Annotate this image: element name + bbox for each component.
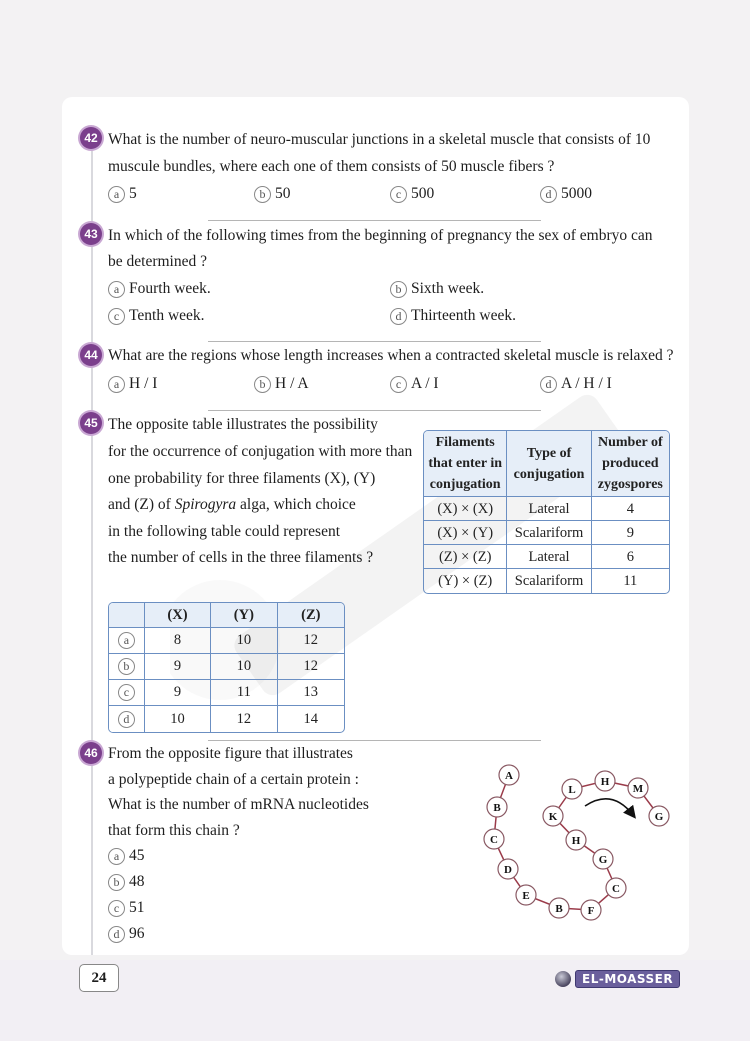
question-text-line: for the occurrence of conjugation with more than [108,443,413,460]
option-letter: a [108,376,125,393]
question-text-line: In which of the following times from the beginning of pregnancy the sex of embryo can [108,227,653,244]
table-row[interactable] [109,706,344,732]
svg-text:E: E [522,890,530,902]
option-letter: a [118,632,135,649]
option-a[interactable] [108,374,157,394]
option-d[interactable] [109,706,145,732]
table-row [424,497,669,521]
option-b[interactable] [109,654,145,680]
amino-acid-bead [498,859,518,879]
question-text-line: a polypeptide chain of a certain protein : [108,771,359,788]
table-cell: 12 [278,628,344,654]
table-cell: 9 [145,654,211,680]
column-header: Filaments that enter in conjugation [424,431,507,497]
svg-text:G: G [654,811,664,823]
option-letter: c [390,376,407,393]
amino-acid-bead [484,829,504,849]
question-text-line: What is the number of neuro-muscular junctions in a skeletal muscle that consists of 10 [108,131,651,148]
option-letter: b [254,186,271,203]
margin-rule [91,150,93,955]
option-text: 5000 [561,185,592,202]
amino-acid-bead [566,830,586,850]
table-cell: Scalariform [507,569,591,593]
option-text: Fourth week. [129,280,211,297]
option-letter: c [118,684,135,701]
option-b[interactable] [254,184,291,204]
amino-acid-bead [499,765,519,785]
option-letter: a [108,848,125,865]
amino-acid-bead [562,779,582,799]
option-text: A / I [411,375,439,392]
option-text: 50 [275,185,291,202]
question-text-line: the number of cells in the three filaments ? [108,549,374,566]
amino-acid-bead [581,900,601,920]
option-letter: a [108,186,125,203]
table-header-row [109,603,344,628]
globe-icon [555,971,571,987]
direction-arrow-icon [585,799,633,815]
table-cell: Scalariform [507,521,591,545]
question-text-line: one probability for three filaments (X), (Y) [108,470,376,487]
conjugation-table [423,430,670,594]
option-text: 5 [129,185,137,202]
question-separator [208,220,541,221]
table-cell: 12 [211,706,277,732]
table-cell: (X) × (Y) [424,521,507,545]
amino-acid-bead [606,878,626,898]
column-header [109,603,145,628]
svg-text:H: H [571,835,581,847]
table-row [424,521,669,545]
option-a[interactable] [108,846,145,866]
question-text-line: From the opposite figure that illustrates [108,745,353,762]
svg-text:G: G [598,854,608,866]
option-b[interactable] [254,374,309,394]
text-span: and (Z) of [108,496,175,513]
option-c[interactable] [108,306,205,326]
table-cell: 8 [145,628,211,654]
option-letter: b [390,281,407,298]
option-letter: d [390,308,407,325]
option-letter: b [118,658,135,675]
option-text: Sixth week. [411,280,485,297]
italic-species-name: Spirogyra [174,496,237,513]
svg-text:K: K [548,811,558,823]
table-cell: 6 [592,545,669,569]
question-text-line: in the following table could represent [108,523,341,540]
question-text-line: The opposite table illustrates the possibility [108,416,378,433]
question-number-badge: 46 [80,742,102,764]
option-a[interactable] [108,279,211,299]
question-text-line: What is the number of mRNA nucleotides [108,796,369,813]
question-number-badge: 44 [80,344,102,366]
option-c[interactable] [109,680,145,706]
option-d[interactable] [108,924,145,944]
table-cell: 10 [211,628,277,654]
question-text-line: muscule bundles, where each one of them consists of 50 muscle fibers ? [108,158,555,175]
table-cell: (X) × (X) [424,497,507,521]
page-number: 24 [79,964,119,992]
option-c[interactable] [390,184,434,204]
option-d[interactable] [540,374,612,394]
option-d[interactable] [540,184,592,204]
amino-acid-bead [516,885,536,905]
text-span: alga, which choice [236,496,356,513]
option-letter: b [254,376,271,393]
option-letter: d [108,926,125,943]
option-c[interactable] [108,898,145,918]
amino-acid-bead [487,797,507,817]
option-text: Thirteenth week. [411,307,517,324]
option-text: H / I [129,375,158,392]
amino-acid-bead [595,771,615,791]
svg-text:A: A [505,770,513,782]
question-number-badge: 43 [80,223,102,245]
table-row[interactable] [109,654,344,680]
question-text-line: be determined ? [108,253,207,270]
brand-name: EL-MOASSER [575,970,680,988]
option-b[interactable] [390,279,484,299]
option-b[interactable] [108,872,145,892]
svg-text:F: F [587,905,595,917]
table-cell: 10 [145,706,211,732]
svg-text:M: M [632,783,644,795]
table-cell: Lateral [507,545,591,569]
svg-text:B: B [555,903,563,915]
table-cell: 11 [211,680,277,706]
option-text: 500 [411,185,435,202]
amino-acid-bead [628,778,648,798]
table-row [424,545,669,569]
option-text: 48 [129,873,145,890]
table-cell: 14 [303,710,319,727]
svg-text:B: B [493,802,501,814]
amino-acid-bead [593,849,613,869]
table-cell: Lateral [507,497,591,521]
option-text: 96 [129,925,145,942]
option-text: Tenth week. [129,307,205,324]
svg-text:C: C [490,834,498,846]
option-a[interactable] [109,628,145,654]
table-header-row [424,431,669,497]
option-a[interactable] [108,184,137,204]
svg-text:H: H [600,776,610,788]
question-number-badge: 45 [80,412,102,434]
question-number-badge: 42 [80,127,102,149]
amino-acid-bead [543,806,563,826]
table-cell: (Y) × (Z) [424,569,507,593]
table-cell: 9 [592,521,669,545]
column-header: (Z) [278,603,344,628]
table-cell: 10 [211,654,277,680]
option-letter: b [108,874,125,891]
table-cell: 4 [592,497,669,521]
option-text: 51 [129,899,145,916]
choice-table [108,602,345,733]
option-letter: c [108,900,125,917]
option-letter: a [108,281,125,298]
table-cell: (Z) × (Z) [424,545,507,569]
option-text: A / H / I [561,375,612,392]
option-c[interactable] [390,374,439,394]
column-header: (Y) [211,603,277,628]
question-separator [208,341,541,342]
table-row[interactable] [109,628,344,654]
svg-text:L: L [568,784,576,796]
question-separator [208,410,541,411]
polypeptide-chain-figure [470,755,680,925]
table-cell: 11 [623,573,638,589]
option-text: H / A [275,375,309,392]
amino-acid-bead [649,806,669,826]
amino-acid-bead [549,898,569,918]
question-text-line [108,492,356,518]
column-header: Type of conjugation [507,431,591,497]
question-text-line: What are the regions whose length increases when a contracted skeletal muscle is relaxed ? [108,347,674,364]
question-text-line: that form this chain ? [108,822,240,839]
option-letter: d [540,376,557,393]
option-letter: d [118,711,135,728]
option-letter: d [540,186,557,203]
option-d[interactable] [390,306,516,326]
table-cell: 9 [145,680,211,706]
option-text: 45 [129,847,145,864]
table-row [424,569,669,593]
table-cell: 12 [278,654,344,680]
column-header: Number of produced zygospores [592,431,669,497]
brand-logo [555,970,680,988]
column-header: (X) [145,603,211,628]
table-cell: 13 [278,680,344,706]
svg-text:D: D [504,864,512,876]
option-letter: c [390,186,407,203]
option-letter: c [108,308,125,325]
svg-text:C: C [612,883,620,895]
table-row[interactable] [109,680,344,706]
